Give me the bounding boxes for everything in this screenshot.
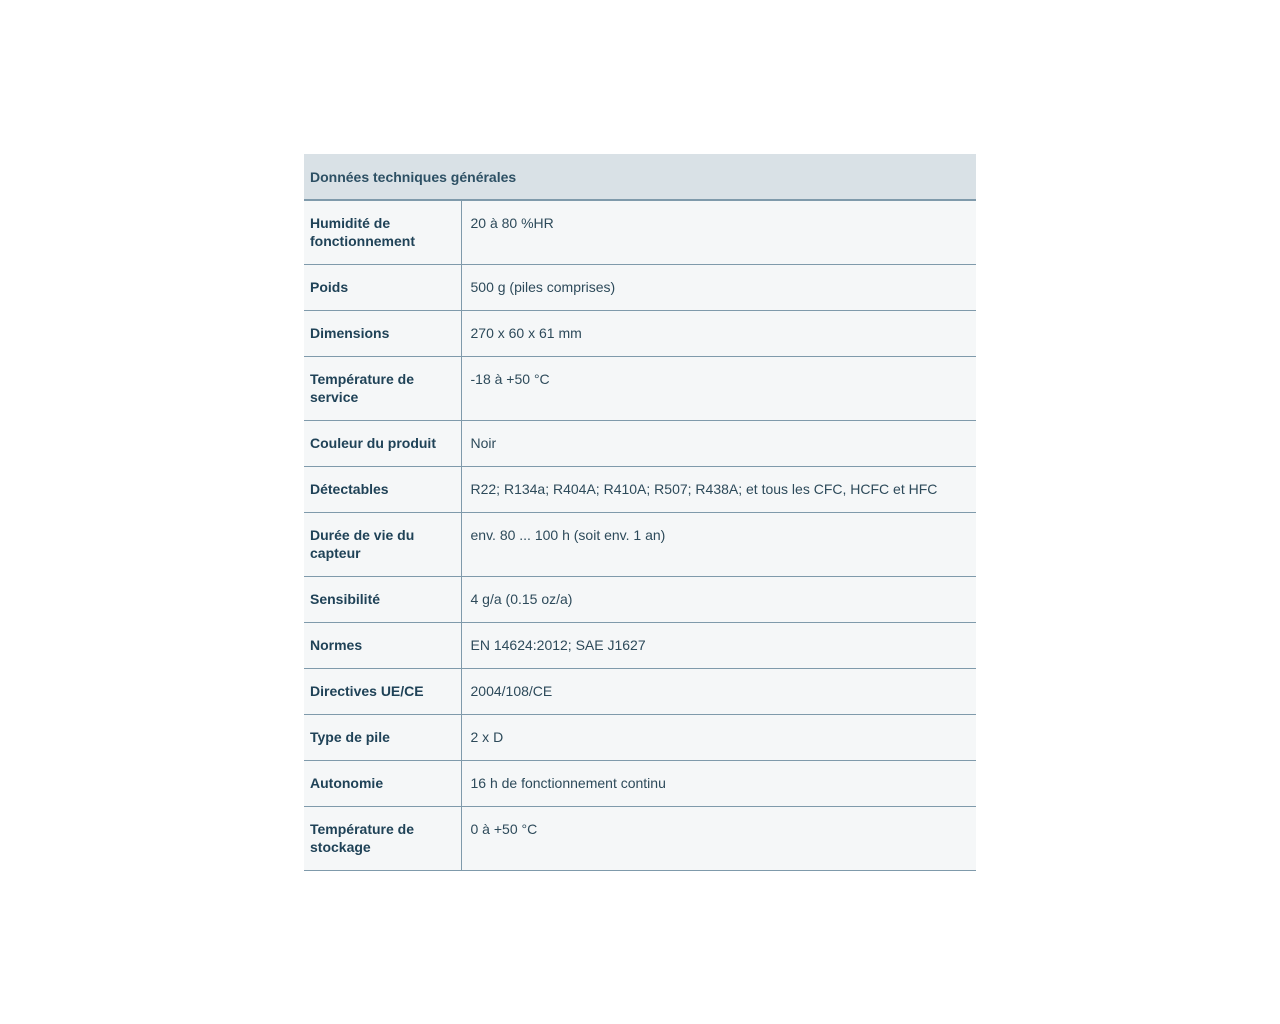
technical-data-table [304, 154, 976, 871]
table-row [304, 714, 976, 760]
table-row [304, 466, 976, 512]
row-label: Poids [304, 264, 461, 310]
table-header-row [304, 154, 976, 200]
row-value: EN 14624:2012; SAE J1627 [461, 622, 976, 668]
row-label: Température de service [304, 356, 461, 420]
row-label: Durée de vie du capteur [304, 512, 461, 576]
row-label: Dimensions [304, 310, 461, 356]
row-value: 2 x D [461, 714, 976, 760]
table-row [304, 576, 976, 622]
row-label: Température de stockage [304, 806, 461, 870]
table-row [304, 760, 976, 806]
table-row [304, 310, 976, 356]
row-label: Détectables [304, 466, 461, 512]
row-label: Humidité de fonctionnement [304, 200, 461, 264]
table-row [304, 356, 976, 420]
table-row [304, 264, 976, 310]
row-value: 20 à 80 %HR [461, 200, 976, 264]
row-value: 0 à +50 °C [461, 806, 976, 870]
row-value: env. 80 ... 100 h (soit env. 1 an) [461, 512, 976, 576]
row-label: Type de pile [304, 714, 461, 760]
table-row [304, 622, 976, 668]
row-value: R22; R134a; R404A; R410A; R507; R438A; et tous les CFC, HCFC et HFC [461, 466, 976, 512]
row-label: Normes [304, 622, 461, 668]
row-value: 4 g/a (0.15 oz/a) [461, 576, 976, 622]
table-row [304, 200, 976, 264]
row-label: Directives UE/CE [304, 668, 461, 714]
table-row [304, 420, 976, 466]
row-label: Couleur du produit [304, 420, 461, 466]
row-value: 270 x 60 x 61 mm [461, 310, 976, 356]
row-value: 2004/108/CE [461, 668, 976, 714]
table-row [304, 806, 976, 870]
row-label: Sensibilité [304, 576, 461, 622]
row-label: Autonomie [304, 760, 461, 806]
row-value: -18 à +50 °C [461, 356, 976, 420]
table-title: Données techniques générales [304, 154, 976, 200]
row-value: 16 h de fonctionnement continu [461, 760, 976, 806]
table-row [304, 512, 976, 576]
row-value: 500 g (piles comprises) [461, 264, 976, 310]
row-value: Noir [461, 420, 976, 466]
table-row [304, 668, 976, 714]
